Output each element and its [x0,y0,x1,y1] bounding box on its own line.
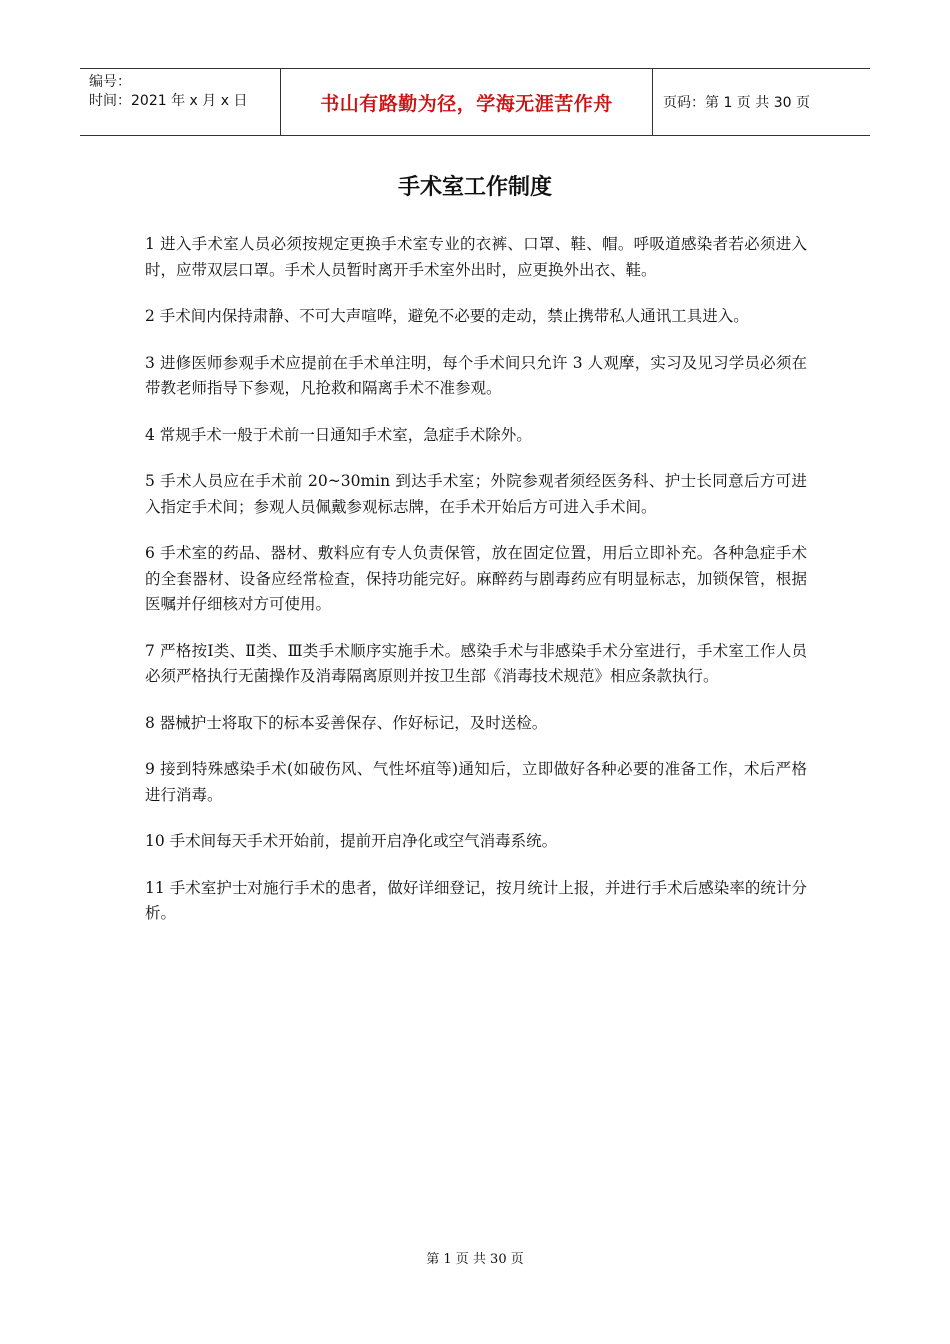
rule-paragraph-3: 3 进修医师参观手术应提前在手术单注明，每个手术间只允许 3 人观摩，实习及见习学员必须在带教老师指导下参观，凡抢救和隔离手术不准参观。 [145,353,807,397]
page-footer: 第 1 页 共 30 页 [426,1252,524,1267]
rule-paragraph-1: 1 进入手术室人员必须按规定更换手术室专业的衣裤、口罩、鞋、帽。呼吸道感染者若必须进入时，应带双层口罩。手术人员暂时离开手术室外出时，应更换外出衣、鞋。 [145,235,807,279]
document-body [145,232,807,948]
rule-paragraph-11: 11 手术室护士对施行手术的患者，做好详细登记，按月统计上报，并进行手术后感染率的统计分析。 [145,878,807,922]
rule-paragraph-5: 5 手术人员应在手术前 20~30min 到达手术室；外院参观者须经医务科、护士长同意后方可进入指定手术间；参观人员佩戴参观标志牌，在手术开始后方可进入手术间。 [145,472,807,516]
document-title: 手术室工作制度 [397,175,552,200]
rule-paragraph-2: 2 手术间内保持肃静、不可大声喧哗，避免不必要的走动，禁止携带私人通讯工具进入。 [145,307,749,325]
rule-paragraph-7: 7 严格按Ⅰ类、Ⅱ类、Ⅲ类手术顺序实施手术。感染手术与非感染手术分室进行，手术室工作人员必须严格执行无菌操作及消毒隔离原则并按卫生部《消毒技术规范》相应条款执行。 [145,641,807,685]
document-time-label: 时间：2021 年 x 月 x 日 [89,93,248,109]
rule-paragraph-10: 10 手术间每天手术开始前，提前开启净化或空气消毒系统。 [145,832,558,850]
header-page-info: 页码：第 1 页 共 30 页 [663,95,810,111]
rule-paragraph-6: 6 手术室的药品、器材、敷料应有专人负责保管，放在固定位置，用后立即补充。各种急症手术的全套器材、设备应经常检查，保持功能完好。麻醉药与剧毒药应有明显标志，加锁保管，根据医嘱并仔细核对方可使用。 [145,544,807,613]
page-header [80,68,870,136]
document-number-label: 编号： [89,74,131,90]
rule-paragraph-8: 8 器械护士将取下的标本妥善保存、作好标记，及时送检。 [145,713,548,732]
rule-paragraph-9: 9 接到特殊感染手术(如破伤风、气性坏疽等)通知后，立即做好各种必要的准备工作，术后严格进行消毒。 [145,760,807,804]
rule-paragraph-4: 4 常规手术一般于术前一日通知手术室，急症手术除外。 [145,425,532,444]
header-meta [80,69,281,135]
header-motto: 书山有路勤为径，学海无涯苦作舟 [281,69,653,135]
